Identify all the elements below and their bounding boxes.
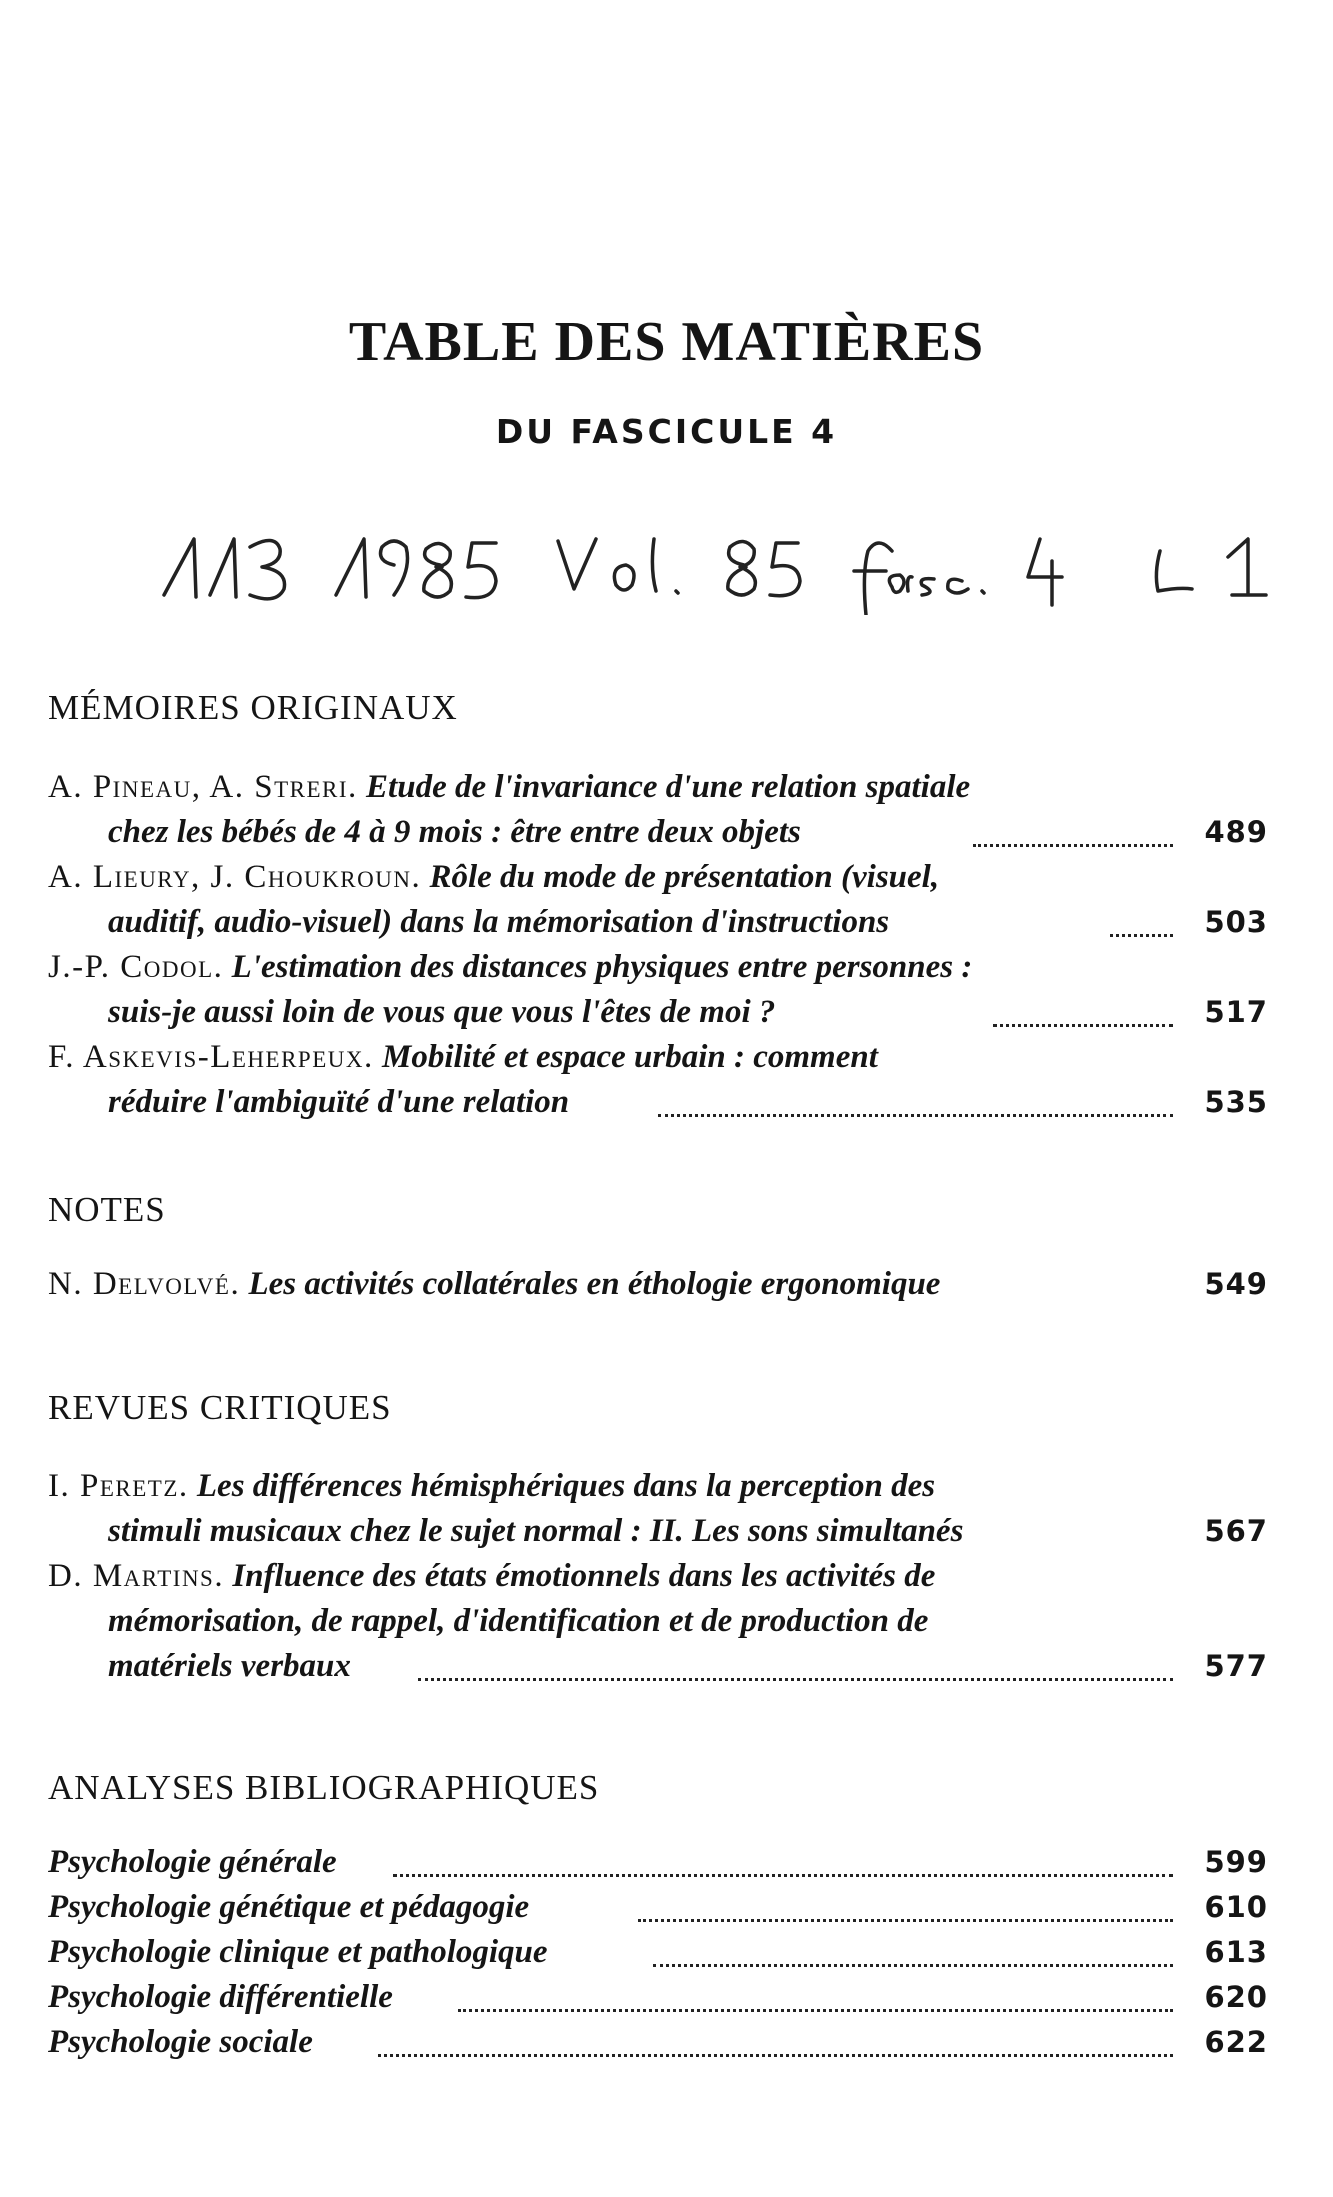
entry-author: J.-P. Codol. [48,949,224,985]
page-number: 535 [1204,1085,1268,1119]
leader-dots [653,1964,1173,1967]
section-heading-analyses: ANALYSES BIBLIOGRAPHIQUES [48,1768,600,1807]
entry-title-line: Etude de l'invariance d'une relation spatiale [366,769,971,805]
entry-title-line: mémorisation, de rappel, d'identification et de production de [108,1603,929,1639]
section-heading-revues: REVUES CRITIQUES [48,1388,392,1427]
page-number: 549 [1204,1267,1268,1301]
page-number: 613 [1204,1935,1268,1969]
entry-title-line: suis-je aussi loin de vous que vous l'êtes de moi ? [108,994,776,1030]
toc-entry-pineau [48,765,1268,855]
leader-dots [418,1678,1173,1681]
toc-entry-codol [48,945,1268,1035]
entry-title-line: Rôle du mode de présentation (visuel, [429,859,940,895]
page-title: TABLE DES MATIÈRES [348,311,985,373]
page-number: 577 [1204,1649,1268,1683]
entry-author: D. Martins. [48,1558,225,1594]
entry-title-line: Les différences hémisphériques dans la perception des [196,1468,936,1504]
page-number: 599 [1204,1845,1268,1879]
page-number: 620 [1204,1980,1268,2014]
toc-entry-lieury [48,855,1268,945]
entry-title-line: Les activités collatérales en éthologie ergonomique [248,1266,941,1302]
leader-dots [993,1024,1173,1027]
toc-entry-askevis [48,1035,1268,1125]
entry-title-line: matériels verbaux [108,1648,351,1684]
leader-dots [393,1874,1173,1877]
handwritten-note [150,525,1270,615]
section-heading-memoires: MÉMOIRES ORIGINAUX [48,688,458,727]
page-number: 622 [1204,2025,1268,2059]
entry-title-line: chez les bébés de 4 à 9 mois : être entre deux objets [108,814,801,850]
entry-title-line: Psychologie clinique et pathologique [48,1934,548,1970]
entry-title-line: Psychologie générale [48,1844,337,1880]
entry-title-line: Mobilité et espace urbain : comment [382,1039,878,1075]
entry-author: N. Delvolvé. [48,1266,241,1302]
leader-dots [1110,934,1173,937]
entry-author: A. Pineau, A. Streri. [48,769,358,805]
section-heading-notes: NOTES [48,1190,166,1229]
leader-dots [973,844,1173,847]
entry-title-line: Psychologie différentielle [48,1979,393,2015]
page-subtitle: DU FASCICULE 4 [495,412,838,451]
leader-dots [658,1114,1173,1117]
page-number: 489 [1204,815,1268,849]
toc-entry-peretz [48,1464,1268,1554]
entry-author: A. Lieury, J. Choukroun. [48,859,422,895]
leader-dots [378,2054,1173,2057]
page-number: 610 [1204,1890,1268,1924]
leader-dots [458,2009,1173,2012]
entry-title-line: auditif, audio-visuel) dans la mémorisation d'instructions [108,904,890,940]
entry-title-line: Psychologie sociale [48,2024,313,2060]
leader-dots [638,1919,1173,1922]
toc-entry-delvolve [48,1262,1268,1307]
page-number: 503 [1204,905,1268,939]
entry-title-line: stimuli musicaux chez le sujet normal : II. Les sons simultanés [108,1513,964,1549]
entry-title-line: Psychologie génétique et pédagogie [48,1889,530,1925]
entry-author: I. Peretz. [48,1468,189,1504]
entry-title-line: réduire l'ambiguïté d'une relation [108,1084,570,1120]
entry-title-line: L'estimation des distances physiques entre personnes : [231,949,973,985]
toc-entry-martins [48,1554,1268,1689]
entry-title-line: Influence des états émotionnels dans les activités de [232,1558,936,1594]
toc-entry-bibliographic-list [48,1840,1268,2065]
entry-author: F. Askevis-Leherpeux. [48,1039,374,1075]
page-number: 567 [1204,1514,1268,1548]
page-number: 517 [1204,995,1268,1029]
